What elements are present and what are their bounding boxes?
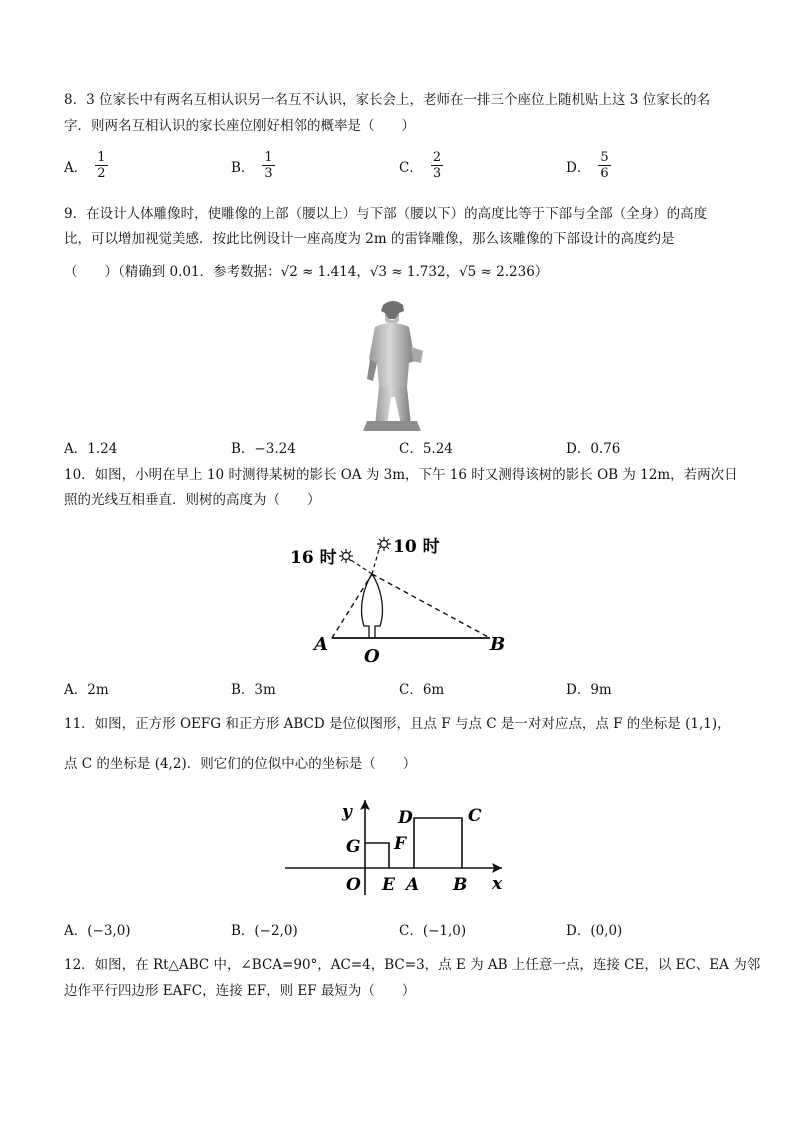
- square-abcd: [414, 818, 462, 868]
- numerator: 1: [264, 150, 273, 165]
- q11-option-c: C．(−1,0): [399, 923, 467, 939]
- fraction: [598, 150, 610, 181]
- similar-squares-diagram: [280, 795, 520, 900]
- q9-option-d: D．0.76: [566, 441, 621, 457]
- label-b: B: [490, 634, 506, 655]
- fraction: [262, 150, 274, 181]
- numerator: 5: [600, 150, 609, 165]
- q11-option-b: B．(−2,0): [231, 923, 298, 939]
- label-f: F: [394, 834, 407, 854]
- q9-option-c: C．5.24: [399, 441, 453, 457]
- denominator: 3: [432, 166, 442, 181]
- label-e: E: [382, 875, 395, 895]
- label-g: G: [346, 837, 361, 857]
- q10-text-line2: 照的光线互相垂直．则树的高度为（ ）: [64, 492, 321, 508]
- q12-text-line1: 12．如图，在 Rt△ABC 中，∠BCA=90°，AC=4，BC=3，点 E 为 AB 上任意一点，连接 CE，以 EC、EA 为邻: [64, 957, 761, 973]
- tree-shadow-diagram: [280, 528, 520, 670]
- q11-text-line1: 11．如图，正方形 OEFG 和正方形 ABCD 是位似图形，且点 F 与点 C 是一对对应点，点 F 的坐标是 (1,1)，: [64, 716, 731, 732]
- q9-text-line2: 比，可以增加视觉美感．按此比例设计一座高度为 2m 的雷锋雕像，那么该雕像的下部设计的高度约是: [64, 231, 675, 247]
- label-c: C: [468, 806, 482, 826]
- label-o: O: [364, 646, 380, 667]
- label-16h: 16 时: [290, 548, 337, 568]
- q8-text-line2: 字．则两名互相认识的家长座位刚好相邻的概率是（ ）: [64, 118, 415, 134]
- label-10h: 10 时: [393, 537, 440, 557]
- q8-option-c: [399, 150, 443, 181]
- label-a: A: [406, 875, 420, 895]
- square-oefg: [365, 843, 389, 868]
- q11-option-d: D．(0,0): [566, 923, 623, 939]
- q8-text-line1: 8．3 位家长中有两名互相认识另一名互不认识，家长会上，老师在一排三个座位上随机贴上这 3 位家长的名: [64, 92, 711, 108]
- q8-option-a: [64, 150, 108, 181]
- sun-icon-10h: [377, 537, 391, 551]
- light-ray-16h: [372, 574, 490, 638]
- option-letter: B．: [231, 159, 255, 176]
- statue-image: [355, 297, 431, 433]
- sun-icon-16h: [339, 549, 353, 563]
- q8-option-b: [231, 150, 275, 181]
- label-x: x: [492, 874, 503, 894]
- q10-option-b: B．3m: [231, 682, 276, 698]
- label-y: y: [342, 802, 352, 822]
- denominator: 3: [264, 166, 273, 181]
- fraction: [431, 150, 443, 181]
- q10-option-d: D．9m: [566, 682, 612, 698]
- label-a: A: [314, 634, 328, 655]
- q9-option-a: A．1.24: [64, 441, 118, 457]
- q8-option-d: [566, 150, 611, 181]
- q10-text-line1: 10．如图，小明在早上 10 时测得某树的影长 OA 为 3m，下午 16 时又测得该树的影长 OB 为 12m，若两次日: [64, 467, 738, 483]
- option-letter: C．: [399, 159, 423, 176]
- q9-text-line3: （ ）（精确到 0.01．参考数据：√2 ≈ 1.414，√3 ≈ 1.732，√5 ≈ 2.236）: [64, 264, 549, 280]
- option-letter: A．: [64, 159, 88, 176]
- q10-option-c: C．6m: [399, 682, 445, 698]
- label-d: D: [398, 808, 413, 828]
- q12-text-line2: 边作平行四边形 EAFC，连接 EF，则 EF 最短为（ ）: [64, 983, 416, 999]
- numerator: 1: [97, 150, 106, 165]
- label-o: O: [346, 875, 361, 895]
- fraction: [95, 150, 107, 181]
- light-ray-10h: [332, 574, 372, 638]
- denominator: 6: [600, 166, 609, 181]
- q10-option-a: A．2m: [64, 682, 109, 698]
- option-letter: D．: [566, 159, 591, 176]
- q11-option-a: A．(−3,0): [64, 923, 131, 939]
- label-b: B: [453, 875, 468, 895]
- numerator: 2: [432, 150, 442, 165]
- q9-option-b: B．−3.24: [231, 441, 296, 457]
- q11-text-line2: 点 C 的坐标是 (4,2)．则它们的位似中心的坐标是（ ）: [64, 756, 417, 772]
- tree-icon: [362, 574, 383, 638]
- denominator: 2: [97, 166, 106, 181]
- q9-text-line1: 9．在设计人体雕像时，使雕像的上部（腰以上）与下部（腰以下）的高度比等于下部与全部（全身）的高度: [64, 206, 708, 222]
